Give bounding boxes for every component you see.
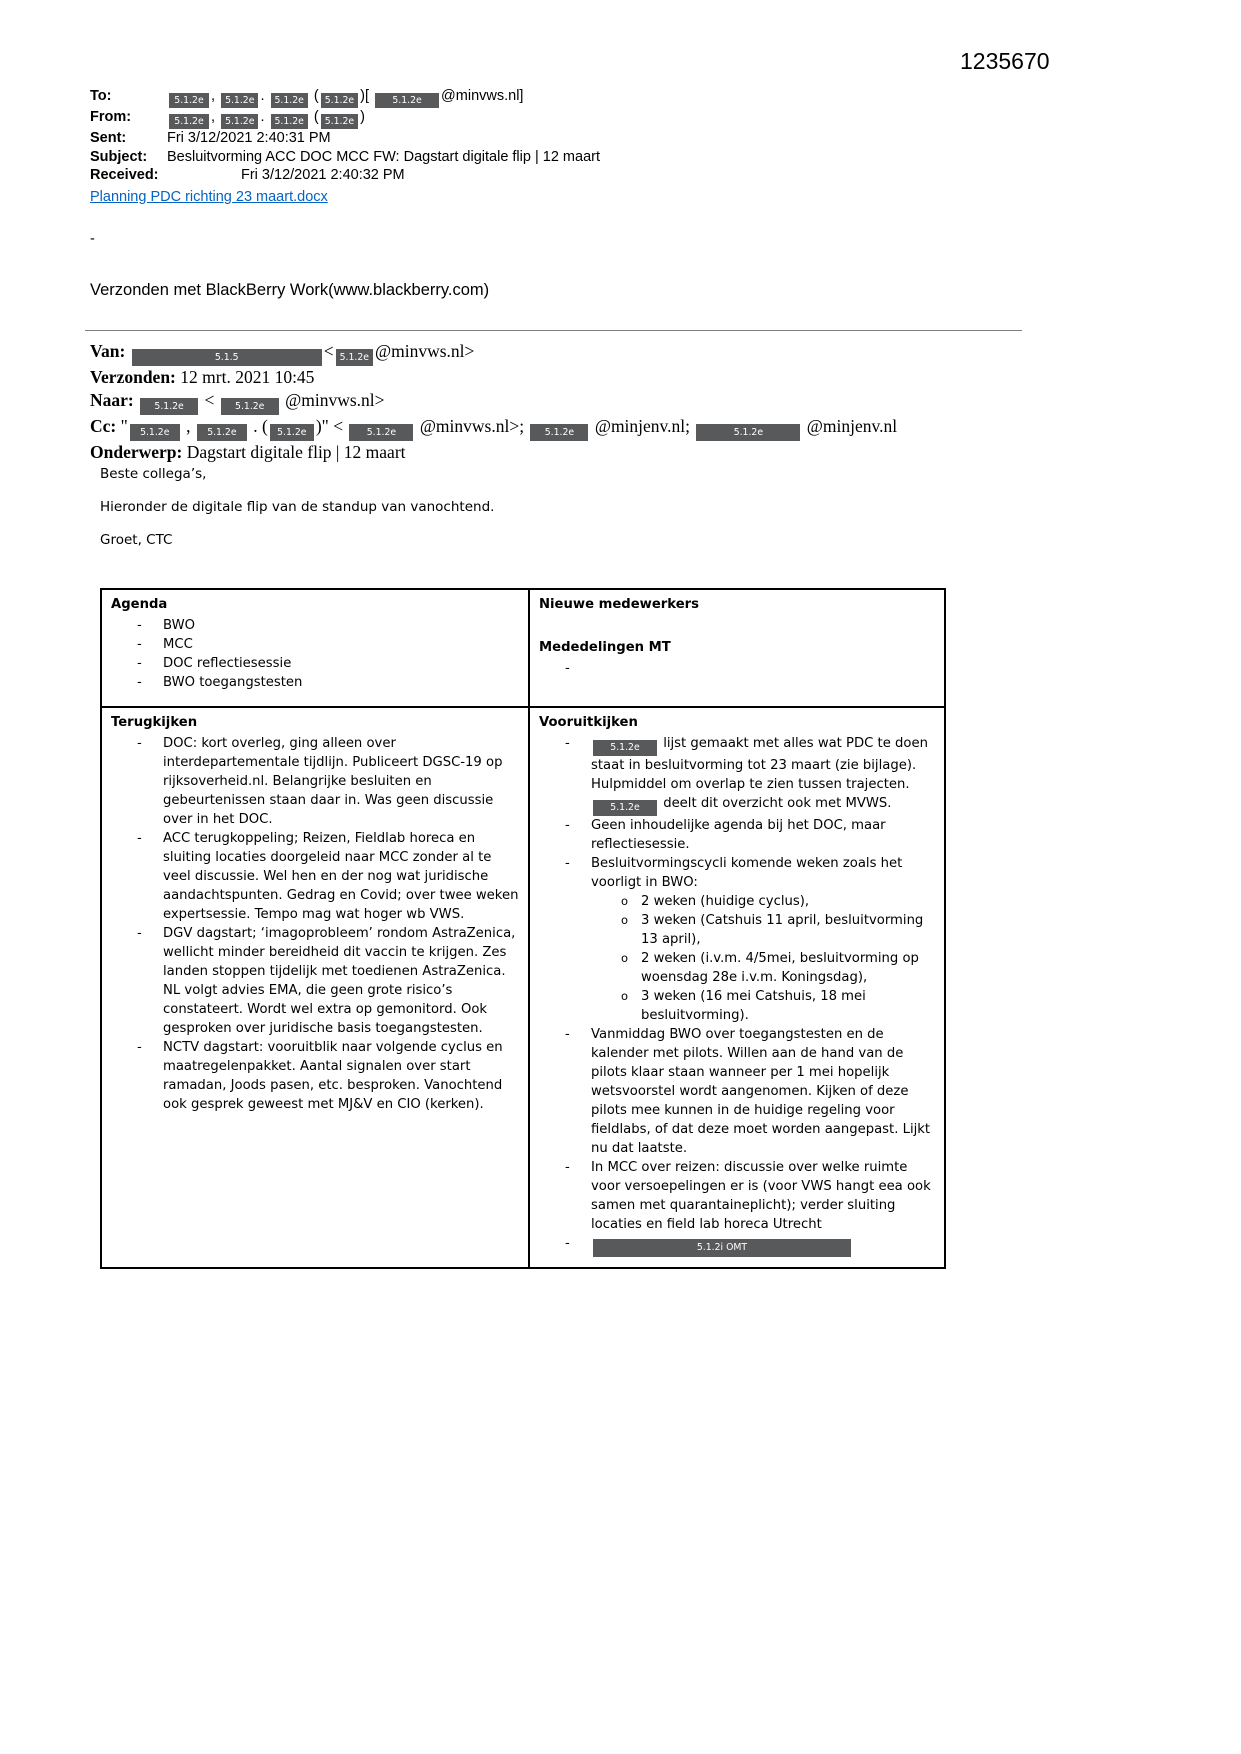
header-row-onderwerp [90,441,1020,464]
header-row-sent [90,129,990,148]
list-item-text [591,1234,935,1257]
intro-line: Hieronder de digitale flip van de standup van vanochtend. [100,499,495,515]
received-value: Fri 3/12/2021 2:40:32 PM [241,167,405,183]
bullet-marker: - [565,1236,570,1251]
header-row-subject [90,148,990,167]
agenda-title: Agenda [111,597,168,612]
divider-line [85,330,1022,331]
header-row-to [90,87,990,108]
list-item-text: 5.1.2e lijst gemaakt met alles wat PDC te doen staat in besluitvorming tot 23 maart (zie bijlage). Hulpmiddel om overlap te zien tussen trajecten. 5.1.2e deelt dit overzicht ook met MVWS. [591,734,935,816]
bullet-marker: - [137,618,142,633]
header-row-naar [90,389,1020,415]
naar-value: 5.1.2e < 5.1.2e @minvws.nl> [134,390,385,410]
list-item [565,1234,935,1257]
bullet-marker: - [565,856,570,871]
list-item-text: BWO [163,618,195,633]
redaction-box: 5.1.2e [169,114,209,129]
subject-label: Subject: [90,148,148,165]
bullet-marker: - [565,661,570,676]
email-header-block [90,87,990,249]
list-item-text: BWO toegangstesten [163,675,303,690]
bullet-marker: - [137,736,142,751]
list-item [137,654,519,673]
verzonden-label: Verzonden: [90,367,176,387]
redaction-box: 5.1.2e [221,398,279,415]
bullet-marker: - [565,818,570,833]
nieuwe-medewerkers-cell [529,589,945,707]
naar-label: Naar: [90,389,134,410]
signoff: Groet, CTC [100,532,173,548]
document-number: 1235670 [960,48,1050,74]
redaction-box: 5.1.2e [197,424,247,441]
bullet-marker: - [565,736,570,751]
list-item [137,734,519,829]
sub-list-item [621,892,935,911]
list-item [137,924,519,1038]
vooruitkijken-title: Vooruitkijken [539,715,638,730]
cc-label: Cc: [90,415,117,436]
van-label: Van: [90,341,126,361]
redaction-box: 5.1.2e [336,349,373,366]
redaction-box: 5.1.2i OMT [593,1239,851,1257]
sub-list-item [621,949,935,987]
list-item-text: DOC: kort overleg, ging alleen over interdepartementale tijdlijn. Publiceert DGSC-19 op rijksoverheid.nl. Belangrijke besluiten en gebeurtenissen staan daar in. Was geen discussie over in het DOC. [163,736,503,827]
attachment-row [90,188,990,207]
header-row-van [90,340,1020,366]
redaction-box: 5.1.2e [221,114,258,129]
header-row-from [90,108,990,129]
from-label: From: [90,109,132,125]
list-item [565,734,935,816]
redaction-box: 5.1.2e [593,800,657,816]
redaction-box: 5.1.2e [130,424,180,441]
list-item [565,659,935,678]
to-label: To: [90,88,112,104]
redaction-box: 5.1.2e [321,93,358,108]
header-row-received [90,166,990,185]
bullet-marker: - [137,637,142,652]
dash-placeholder: - [90,231,95,247]
list-item [137,635,519,654]
agenda-cell [101,589,529,707]
sent-value: Fri 3/12/2021 2:40:31 PM [167,130,331,146]
bullet-marker: - [137,926,142,941]
bullet-marker: - [137,656,142,671]
header-row-verzonden [90,366,1020,389]
sent-label: Sent: [90,130,127,146]
nieuwe-medewerkers-title: Nieuwe medewerkers [539,597,700,612]
redaction-box: 5.1.2e [530,424,588,441]
vooruitkijken-list [539,734,935,1257]
mededelingen-mt-list [539,659,935,678]
terugkijken-cell [101,707,529,1268]
list-item-text: ACC terugkoppeling; Reizen, Fieldlab horeca en sluiting locaties doorgeleid naar MCC zonder al te veel discussie. Wel hen en der nog wat juridische aandachtspunten. Gedrag en Covid; over twee weken expertsessie. Tempo mag wat hoger wb VWS. [163,831,519,922]
list-item-text: 3 weken (16 mei Catshuis, 18 mei besluitvorming). [641,989,866,1023]
list-item-text: 2 weken (i.v.m. 4/5mei, besluitvorming op woensdag 28e i.v.m. Koningsdag), [641,951,919,985]
list-item-text: DOC reflectiesessie [163,656,292,671]
email-body [100,465,960,564]
list-item-text [591,659,935,678]
vooruitkijken-cell [529,707,945,1268]
redaction-box: 5.1.5 [132,349,322,366]
list-item [137,1038,519,1114]
agenda-list [111,616,519,692]
mededelingen-mt-title: Mededelingen MT [539,640,671,655]
list-item [137,673,519,692]
van-value: 5.1.5 < 5.1.2e @minvws.nl> [125,341,474,361]
bullet-marker: o [621,913,629,927]
terugkijken-title: Terugkijken [111,715,198,730]
redaction-box: 5.1.2e [321,114,358,129]
list-item [565,854,935,892]
redaction-box: 5.1.2e [140,398,198,415]
list-item-text: Geen inhoudelijke agenda bij het DOC, maar reflectiesessie. [591,818,886,852]
sub-list-item [621,911,935,949]
list-item-text: DGV dagstart; ‘imagoprobleem’ rondom AstraZenica, wellicht minder bereidheid dit vaccin te krijgen. Zes landen stoppen tijdelijk met toedienen AstraZenica. NL volgt advies EMA, die geen grote risico’s constateert. Wordt wel extra op gemonitord. Ook gesproken over juridische basis toegangstesten. [163,926,516,1036]
greeting: Beste collega’s, [100,466,207,482]
list-item [565,1158,935,1234]
list-item-text: Besluitvormingscycli komende weken zoals het voorligt in BWO: [591,856,903,890]
list-item [137,829,519,924]
redaction-box: 5.1.2e [375,93,439,108]
bullet-marker: - [137,1040,142,1055]
received-label: Received: [90,167,159,183]
subject-value: Besluitvorming ACC DOC MCC FW: Dagstart digitale flip | 12 maart [167,148,600,165]
blackberry-signature: Verzonden met BlackBerry Work(www.blackberry.com) [90,281,490,299]
bullet-marker: - [565,1160,570,1175]
sub-list-item [621,987,935,1025]
bullet-marker: o [621,951,629,965]
bullet-marker: - [137,675,142,690]
header-row-cc [90,415,1020,441]
list-item-text: 3 weken (Catshuis 11 april, besluitvorming 13 april), [641,913,924,947]
redaction-box: 5.1.2e [169,93,209,108]
redaction-box: 5.1.2e [696,424,800,441]
list-item-text: NCTV dagstart: vooruitblik naar volgende cyclus en maatregelenpakket. Aantal signalen over start ramadan, Joods pasen, etc. besproken. Vanochtend ook gesprek geweest met MJ&V en CIO (kerken). [163,1040,503,1112]
bullet-marker: - [137,831,142,846]
onderwerp-label: Onderwerp: [90,441,183,462]
attachment-link[interactable]: Planning PDC richting 23 maart.docx [90,188,328,205]
redaction-box: 5.1.2e [270,424,314,441]
bullet-marker: o [621,894,629,908]
onderwerp-value: Dagstart digitale flip | 12 maart [182,441,406,462]
from-value: 5.1.2e , 5.1.2e . 5.1.2e ( 5.1.2e ) [167,108,990,129]
redaction-box: 5.1.2e [593,740,657,756]
redaction-box: 5.1.2e [271,93,308,108]
verzonden-value: 12 mrt. 2021 10:45 [175,367,315,387]
bullet-marker: o [621,989,629,1003]
flip-table [100,588,946,1269]
forwarded-header-block [90,340,1020,463]
redaction-box: 5.1.2e [349,424,413,441]
cc-value: " 5.1.2e , 5.1.2e . ( 5.1.2e )" < 5.1.2e @minvws.nl>; 5.1.2e @minjenv.nl; 5.1.2e @minjenv.nl [116,416,897,436]
list-item [137,616,519,635]
bullet-marker: - [565,1027,570,1042]
list-item [565,816,935,854]
list-item-text: In MCC over reizen: discussie over welke ruimte voor versoepelingen er is (voor VWS hangt eea ook samen met quarantaineplicht); verder sluiting locaties en field lab horeca Utrecht [591,1160,931,1232]
list-item-text: MCC [163,637,193,652]
list-item [565,1025,935,1158]
list-item-text: 2 weken (huidige cyclus), [641,894,810,909]
to-value: 5.1.2e , 5.1.2e . 5.1.2e ( 5.1.2e )[ 5.1.2e @minvws.nl] [167,87,990,108]
list-item-text: Vanmiddag BWO over toegangstesten en de kalender met pilots. Willen aan de hand van de pilots klaar staan wanneer per 1 mei hopelijk wetsvoorstel wordt aangenomen. Kijken of deze pilots mee kunnen in de huidige regeling voor fieldlabs, of dat deze moet worden aangepast. Lijkt nu dat laatste. [591,1027,931,1156]
redaction-box: 5.1.2e [221,93,258,108]
terugkijken-list [111,734,519,1114]
redaction-box: 5.1.2e [271,114,308,129]
